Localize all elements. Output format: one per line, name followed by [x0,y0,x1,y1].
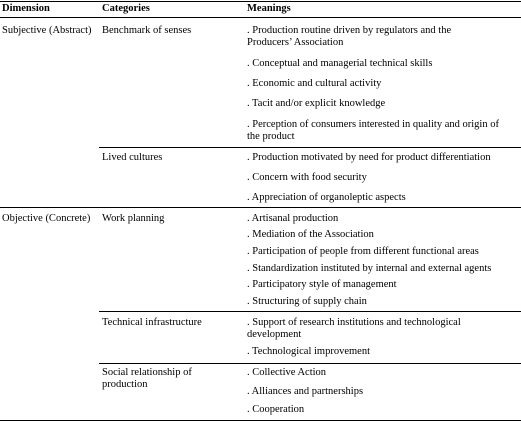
table-bottom-rule [0,420,521,421]
meaning-item: . Cooperation [247,404,305,415]
category-cell: Social relationship of production [102,367,192,390]
meaning-item: . Artisanal production [247,213,339,224]
meaning-item: . Tacit and/or explicit knowledge [247,98,386,109]
group-divider-rule [99,311,521,312]
meaning-item: . Technological improvement [247,346,370,357]
category-cell: Lived cultures [102,152,163,163]
dimension-cell: Objective (Concrete) [2,213,91,224]
header-bottom-rule [0,17,521,18]
dimension-divider-rule [0,207,521,208]
meaning-item: . Perception of consumers interested in quality and origin of the product [247,119,499,142]
meaning-item: . Mediation of the Association [247,229,374,240]
group-divider-rule [99,147,521,148]
meaning-item: . Appreciation of organoleptic aspects [247,192,406,203]
meaning-item: . Participation of people from different functional areas [247,246,479,257]
category-cell: Technical infrastructure [102,317,202,328]
meaning-item: . Production routine driven by regulators and the Producers’ Association [247,25,452,48]
category-cell: Benchmark of senses [102,25,192,36]
group-divider-rule [99,363,521,364]
meaning-item: . Standardization instituted by internal and external agents [247,263,492,274]
meaning-item: . Alliances and partnerships [247,386,364,397]
column-header-meanings: Meanings [247,3,291,14]
meaning-item: . Collective Action [247,367,327,378]
meaning-item: . Structuring of supply chain [247,296,367,307]
table-top-rule [0,1,521,2]
meaning-item: . Production motivated by need for product differentiation [247,152,491,163]
category-cell: Work planning [102,213,165,224]
column-header-categories: Categories [102,3,150,14]
meaning-item: . Conceptual and managerial technical skills [247,58,433,69]
meaning-item: . Support of research institutions and technological development [247,317,461,340]
meaning-item: . Participatory style of management [247,279,397,290]
meaning-item: . Concern with food security [247,172,367,183]
dimension-cell: Subjective (Abstract) [2,25,92,36]
meaning-item: . Economic and cultural activity [247,78,382,89]
column-header-dimension: Dimension [2,3,50,14]
